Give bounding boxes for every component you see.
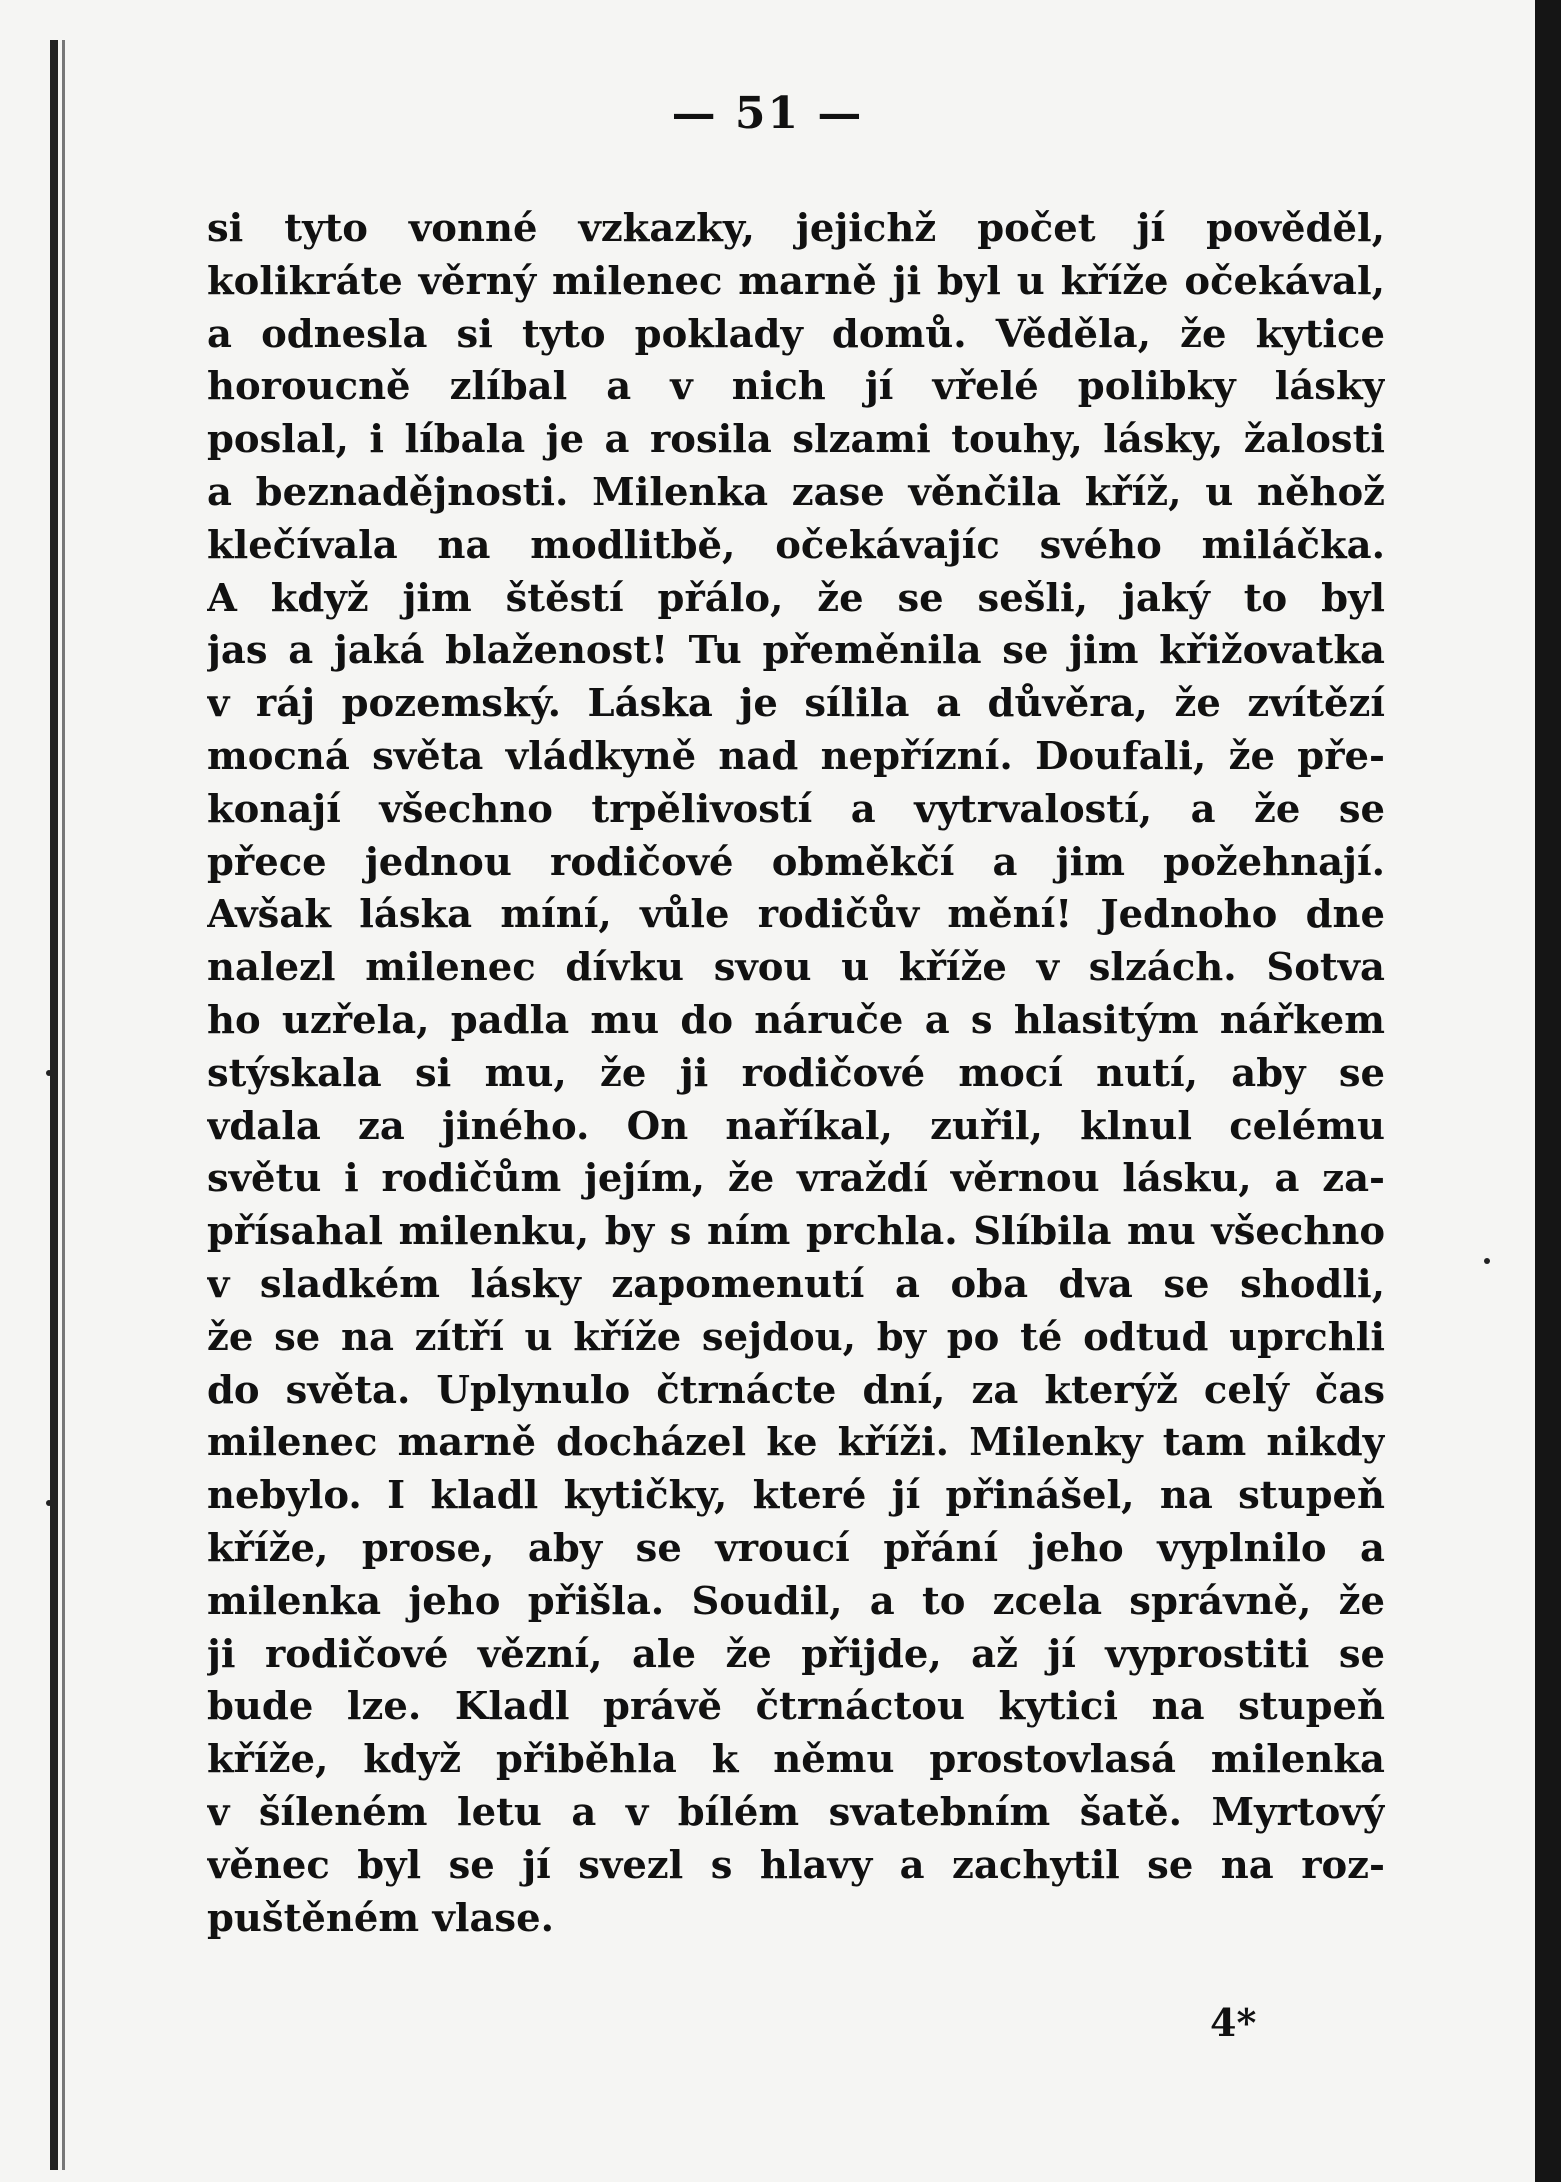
body-text xyxy=(207,203,1385,1945)
text-line: přece jednou rodičové obměkčí a jim požehnají. xyxy=(207,839,1385,885)
text-line: a beznadějnosti. Milenka zase věnčila kříž, u něhož xyxy=(207,469,1385,515)
text-line: v ráj pozemský. Láska je sílila a důvěra, že zvítězí xyxy=(207,681,1385,727)
scan-border xyxy=(1535,0,1561,2182)
text-line: vdala za jiného. On naříkal, zuřil, klnul celému xyxy=(207,1103,1385,1149)
text-line: kříže, prose, aby se vroucí přání jeho vyplnilo a xyxy=(207,1525,1385,1571)
text-line: v šíleném letu a v bílém svatebním šatě. Myrtový xyxy=(207,1789,1385,1835)
margin-speck xyxy=(1484,1258,1490,1264)
text-line: a odnesla si tyto poklady domů. Věděla, že kytice xyxy=(207,311,1385,357)
text-line: ji rodičové vězní, ale že přijde, až jí vyprostiti se xyxy=(207,1631,1385,1677)
text-line: stýskala si mu, že ji rodičové mocí nutí, aby se xyxy=(207,1050,1385,1096)
text-line: že se na zítří u kříže sejdou, by po té odtud uprchli xyxy=(207,1314,1385,1360)
text-line: klečívala na modlitbě, očekávajíc svého miláčka. xyxy=(207,522,1385,568)
text-line: ho uzřela, padla mu do náruče a s hlasitým nářkem xyxy=(207,997,1385,1043)
text-line: horoucně zlíbal a v nich jí vřelé polibky lásky xyxy=(207,364,1385,410)
text-line: milenec marně docházel ke kříži. Milenky tam nikdy xyxy=(207,1420,1385,1466)
margin-speck xyxy=(46,1070,52,1076)
text-line: poslal, i líbala je a rosila slzami touhy, lásky, žalosti xyxy=(207,417,1385,463)
text-line: puštěném vlase. xyxy=(207,1895,555,1941)
text-line: věnec byl se jí svezl s hlavy a zachytil se na roz- xyxy=(207,1842,1385,1888)
binding-shadow xyxy=(62,40,65,2170)
text-line: kolikráte věrný milenec marně ji byl u kříže očekával, xyxy=(207,258,1385,304)
text-line: přísahal milenku, by s ním prchla. Slíbila mu všechno xyxy=(207,1209,1385,1255)
page-number: — 51 — xyxy=(671,88,864,139)
text-line: Avšak láska míní, vůle rodičův mění! Jednoho dne xyxy=(207,892,1385,938)
text-line: světu i rodičům jejím, že vraždí věrnou lásku, a za- xyxy=(207,1156,1385,1202)
text-line: mocná světa vládkyně nad nepřízní. Doufali, že pře- xyxy=(207,733,1385,779)
text-line: konají všechno trpělivostí a vytrvalostí, a že se xyxy=(207,786,1385,832)
binding-edge xyxy=(50,40,58,2170)
text-line: milenka jeho přišla. Soudil, a to zcela správně, že xyxy=(207,1578,1385,1624)
text-line: v sladkém lásky zapomenutí a oba dva se shodli, xyxy=(207,1261,1385,1307)
text-line: do světa. Uplynulo čtrnácte dní, za kterýž celý čas xyxy=(207,1367,1385,1413)
signature-mark: 4* xyxy=(1210,2000,1257,2045)
text-line: bude lze. Kladl právě čtrnáctou kytici na stupeň xyxy=(207,1684,1385,1730)
margin-speck xyxy=(46,1500,52,1506)
text-line: jas a jaká blaženost! Tu přeměnila se jim křižovatka xyxy=(207,628,1385,674)
text-line: kříže, když přiběhla k němu prostovlasá milenka xyxy=(207,1737,1385,1783)
text-line: nalezl milenec dívku svou u kříže v slzách. Sotva xyxy=(207,945,1385,991)
text-line: A když jim štěstí přálo, že se sešli, jaký to byl xyxy=(207,575,1385,621)
text-line: nebylo. I kladl kytičky, které jí přinášel, na stupeň xyxy=(207,1473,1385,1519)
text-line: si tyto vonné vzkazky, jejichž počet jí pověděl, xyxy=(207,206,1385,251)
